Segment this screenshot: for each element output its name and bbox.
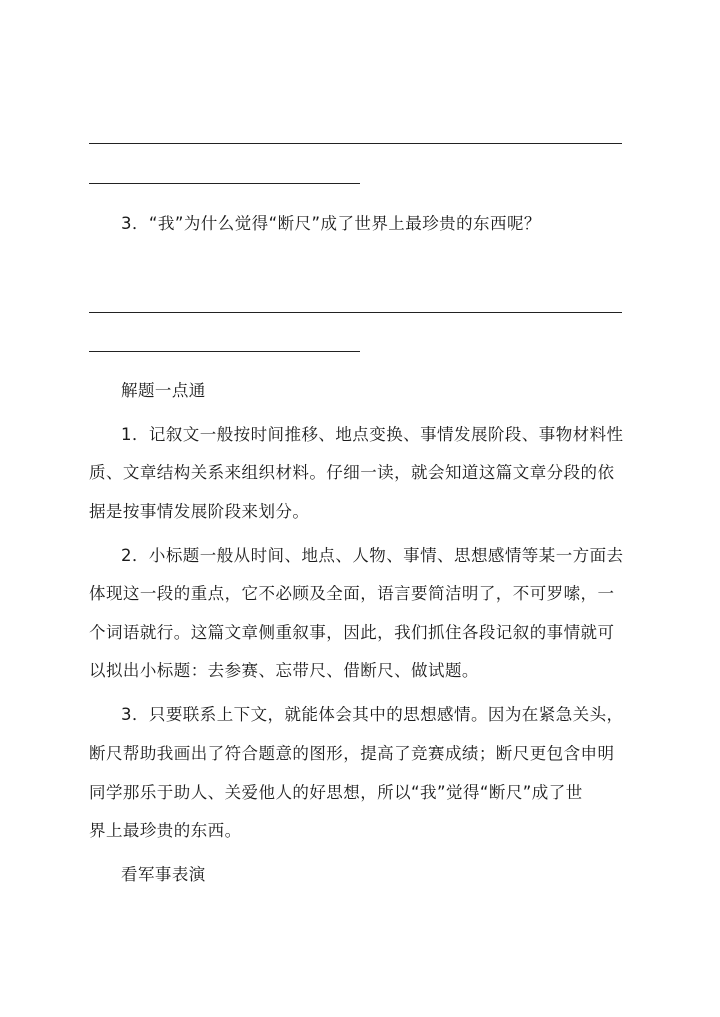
answer-line: 3．只要联系上下文，就能体会其中的思想感情。因为在紧急关头， [121, 705, 624, 724]
next-article-title: 看军事表演 [121, 865, 206, 884]
answer-line: 1．记叙文一般按时间推移、地点变换、事情发展阶段、事物材料性 [121, 425, 624, 444]
answer-blank-line [89, 312, 622, 313]
answer-blank-line [89, 183, 360, 184]
answer-line: 体现这一段的重点，它不必顾及全面，语言要简洁明了，不可罗嗦，一 [89, 584, 615, 603]
answer-line: 界上最珍贵的东西。 [89, 821, 242, 840]
answer-line: 据是按事情发展阶段来划分。 [89, 502, 310, 521]
answer-line: 个词语就行。这篇文章侧重叙事，因此，我们抓住各段记叙的事情就可 [89, 623, 615, 642]
answer-line: 2．小标题一般从时间、地点、人物、事情、思想感情等某一方面去 [121, 546, 624, 565]
answer-line: 同学那乐于助人、关爱他人的好思想，所以“我”觉得“断尺”成了世 [89, 783, 583, 802]
section-heading: 解题一点通 [121, 381, 206, 400]
answer-blank-line [89, 351, 360, 352]
answer-blank-line [89, 143, 622, 144]
answer-line: 以拟出小标题：去参赛、忘带尺、借断尺、做试题。 [89, 661, 479, 680]
answer-line: 断尺帮助我画出了符合题意的图形，提高了竞赛成绩；断尺更包含申明 [89, 744, 615, 763]
answer-line: 质、文章结构关系来组织材料。仔细一读，就会知道这篇文章分段的依 [89, 463, 615, 482]
question-3: 3．“我”为什么觉得“断尺”成了世界上最珍贵的东西呢？ [121, 214, 541, 233]
